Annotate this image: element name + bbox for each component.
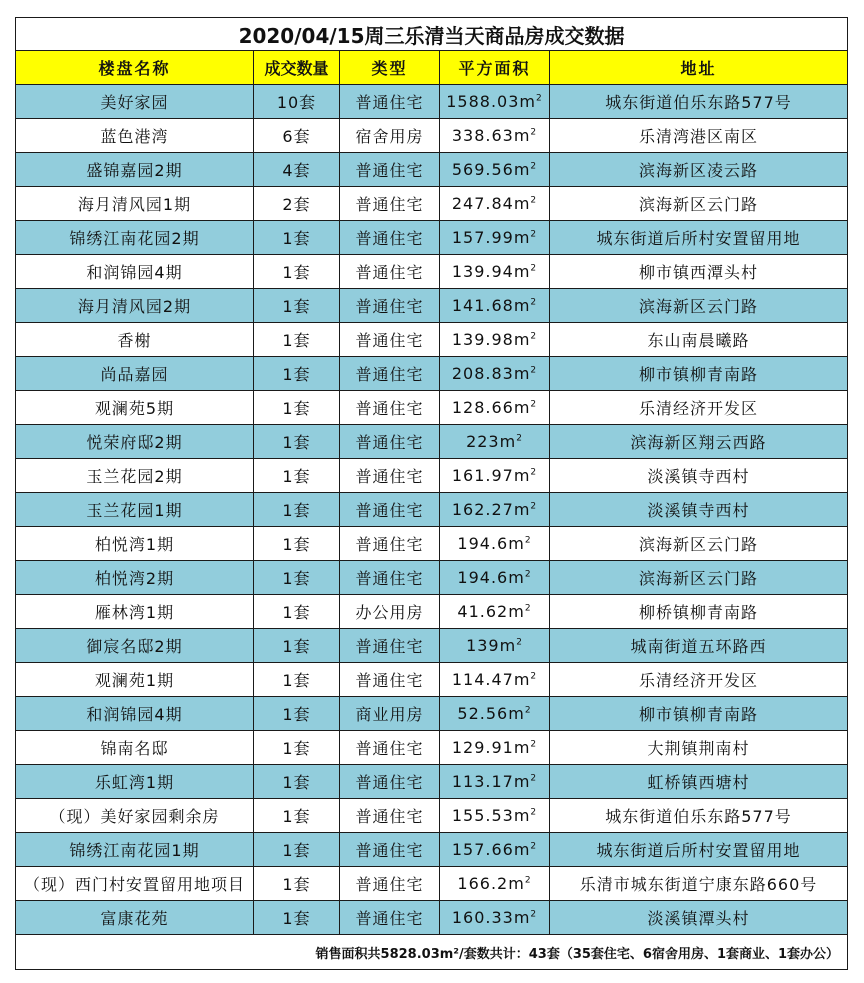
cell-area <box>440 527 550 561</box>
table-row <box>16 119 848 153</box>
area-unit-sup: 2 <box>524 569 532 580</box>
table-row <box>16 595 848 629</box>
cell-area <box>440 85 550 119</box>
area-value: 569.56 <box>451 160 514 179</box>
footer-row <box>16 935 848 970</box>
cell-name: 锦南名邸 <box>16 731 254 765</box>
cell-count: 1套 <box>254 629 340 663</box>
cell-name: 海月清风园2期 <box>16 289 254 323</box>
cell-address: 滨海新区云门路 <box>550 289 848 323</box>
area-unit: m <box>513 398 531 417</box>
cell-area <box>440 391 550 425</box>
sales-data-sheet <box>15 17 847 970</box>
area-unit: m <box>513 840 531 859</box>
cell-type: 普通住宅 <box>340 799 440 833</box>
cell-count: 1套 <box>254 663 340 697</box>
cell-count: 1套 <box>254 765 340 799</box>
table-row <box>16 561 848 595</box>
cell-type: 普通住宅 <box>340 493 440 527</box>
area-value: 139.98 <box>451 330 514 349</box>
area-value: 139.94 <box>451 262 514 281</box>
cell-name: 和润锦园4期 <box>16 697 254 731</box>
cell-count: 1套 <box>254 357 340 391</box>
cell-address: 虹桥镇西塘村 <box>550 765 848 799</box>
cell-address: 城东街道后所村安置留用地 <box>550 221 848 255</box>
area-unit: m <box>513 738 531 757</box>
area-unit-sup: 2 <box>530 229 538 240</box>
table-row <box>16 833 848 867</box>
cell-type: 普通住宅 <box>340 255 440 289</box>
area-unit: m <box>513 466 531 485</box>
cell-count: 1套 <box>254 221 340 255</box>
area-value: 194.6 <box>457 534 509 553</box>
area-unit: m <box>513 296 531 315</box>
cell-type: 普通住宅 <box>340 833 440 867</box>
table-row <box>16 153 848 187</box>
cell-name: 蓝色港湾 <box>16 119 254 153</box>
table-row <box>16 255 848 289</box>
area-value: 114.47 <box>451 670 514 689</box>
area-value: 41.62 <box>457 602 509 621</box>
table-row <box>16 459 848 493</box>
area-value: 113.17 <box>451 772 514 791</box>
area-unit-sup: 2 <box>530 195 538 206</box>
table-row <box>16 85 848 119</box>
cell-count: 1套 <box>254 697 340 731</box>
cell-name: 玉兰花园2期 <box>16 459 254 493</box>
area-unit: m <box>508 704 525 723</box>
table-row <box>16 289 848 323</box>
cell-count: 6套 <box>254 119 340 153</box>
area-value: 223 <box>466 432 500 451</box>
cell-address: 乐清湾港区南区 <box>550 119 848 153</box>
area-unit: m <box>513 126 531 145</box>
cell-type: 普通住宅 <box>340 459 440 493</box>
cell-address: 乐清市城东街道宁康东路660号 <box>550 867 848 901</box>
area-value: 166.2 <box>457 874 509 893</box>
cell-type: 普通住宅 <box>340 663 440 697</box>
area-unit: m <box>519 92 537 111</box>
cell-area <box>440 731 550 765</box>
table-row <box>16 867 848 901</box>
cell-count: 1套 <box>254 595 340 629</box>
area-unit: m <box>513 772 531 791</box>
cell-area <box>440 765 550 799</box>
cell-type: 宿舍用房 <box>340 119 440 153</box>
cell-area <box>440 833 550 867</box>
cell-address: 滨海新区翔云西路 <box>550 425 848 459</box>
cell-type: 普通住宅 <box>340 867 440 901</box>
area-unit: m <box>513 194 531 213</box>
cell-count: 1套 <box>254 391 340 425</box>
area-unit-sup: 2 <box>530 773 538 784</box>
cell-type: 普通住宅 <box>340 391 440 425</box>
area-value: 141.68 <box>451 296 514 315</box>
area-unit: m <box>508 568 525 587</box>
header-address: 地址 <box>550 51 848 85</box>
area-unit: m <box>513 330 531 349</box>
area-unit-sup: 2 <box>524 535 532 546</box>
cell-count: 1套 <box>254 459 340 493</box>
cell-type: 普通住宅 <box>340 153 440 187</box>
cell-area <box>440 901 550 935</box>
cell-area <box>440 663 550 697</box>
cell-name: 美好家园 <box>16 85 254 119</box>
area-unit-sup: 2 <box>530 739 538 750</box>
cell-count: 1套 <box>254 731 340 765</box>
cell-address: 城东街道伯乐东路577号 <box>550 799 848 833</box>
area-unit-sup: 2 <box>530 807 538 818</box>
cell-type: 普通住宅 <box>340 527 440 561</box>
area-unit-sup: 2 <box>530 841 538 852</box>
cell-count: 1套 <box>254 323 340 357</box>
area-unit-sup: 2 <box>530 331 538 342</box>
area-unit: m <box>499 432 517 451</box>
cell-address: 滨海新区凌云路 <box>550 153 848 187</box>
area-value: 157.99 <box>451 228 514 247</box>
cell-type: 普通住宅 <box>340 221 440 255</box>
cell-area <box>440 119 550 153</box>
area-value: 1588.03 <box>446 92 520 111</box>
area-unit: m <box>499 636 517 655</box>
cell-area <box>440 459 550 493</box>
area-unit-sup: 2 <box>530 671 538 682</box>
cell-area <box>440 153 550 187</box>
area-value: 139 <box>466 636 500 655</box>
cell-address: 柳市镇柳青南路 <box>550 697 848 731</box>
table-row <box>16 901 848 935</box>
cell-address: 乐清经济开发区 <box>550 663 848 697</box>
cell-type: 普通住宅 <box>340 187 440 221</box>
area-value: 52.56 <box>457 704 509 723</box>
cell-address: 滨海新区云门路 <box>550 527 848 561</box>
cell-address: 滨海新区云门路 <box>550 187 848 221</box>
area-value: 161.97 <box>451 466 514 485</box>
cell-name: 御宸名邸2期 <box>16 629 254 663</box>
area-value: 129.91 <box>451 738 514 757</box>
cell-address: 滨海新区云门路 <box>550 561 848 595</box>
cell-type: 普通住宅 <box>340 629 440 663</box>
cell-name: 富康花苑 <box>16 901 254 935</box>
area-value: 155.53 <box>451 806 514 825</box>
cell-name: 盛锦嘉园2期 <box>16 153 254 187</box>
area-unit: m <box>508 602 525 621</box>
area-unit: m <box>513 228 531 247</box>
cell-type: 办公用房 <box>340 595 440 629</box>
header-name: 楼盘名称 <box>16 51 254 85</box>
cell-count: 4套 <box>254 153 340 187</box>
cell-count: 1套 <box>254 289 340 323</box>
cell-type: 普通住宅 <box>340 731 440 765</box>
area-value: 247.84 <box>451 194 514 213</box>
area-unit: m <box>513 670 531 689</box>
area-value: 338.63 <box>451 126 514 145</box>
cell-address: 城东街道后所村安置留用地 <box>550 833 848 867</box>
table-row <box>16 391 848 425</box>
header-type: 类型 <box>340 51 440 85</box>
cell-name: （现）西门村安置留用地项目 <box>16 867 254 901</box>
area-unit-sup: 2 <box>536 93 543 104</box>
cell-address: 淡溪镇寺西村 <box>550 459 848 493</box>
cell-type: 普通住宅 <box>340 289 440 323</box>
table-row <box>16 799 848 833</box>
area-unit-sup: 2 <box>530 297 538 308</box>
area-unit-sup: 2 <box>516 433 523 444</box>
cell-name: 乐虹湾1期 <box>16 765 254 799</box>
header-area: 平方面积 <box>440 51 550 85</box>
area-unit: m <box>513 160 531 179</box>
cell-name: 雁林湾1期 <box>16 595 254 629</box>
area-unit-sup: 2 <box>530 161 538 172</box>
cell-area <box>440 799 550 833</box>
cell-name: （现）美好家园剩余房 <box>16 799 254 833</box>
cell-count: 1套 <box>254 425 340 459</box>
cell-count: 1套 <box>254 799 340 833</box>
cell-address: 柳桥镇柳青南路 <box>550 595 848 629</box>
area-unit: m <box>513 262 531 281</box>
area-unit-sup: 2 <box>516 637 523 648</box>
footer-summary: 销售面积共5828.03m²/套数共计：43套（35套住宅、6宿舍用房、1套商业、1套办公） <box>16 935 848 970</box>
area-unit-sup: 2 <box>530 365 538 376</box>
cell-type: 普通住宅 <box>340 765 440 799</box>
cell-area <box>440 221 550 255</box>
cell-area <box>440 697 550 731</box>
cell-count: 1套 <box>254 255 340 289</box>
header-count: 成交数量 <box>254 51 340 85</box>
table-row <box>16 187 848 221</box>
area-value: 128.66 <box>451 398 514 417</box>
cell-count: 1套 <box>254 833 340 867</box>
cell-type: 普通住宅 <box>340 425 440 459</box>
cell-area <box>440 629 550 663</box>
table-row <box>16 731 848 765</box>
area-unit: m <box>513 806 531 825</box>
area-value: 160.33 <box>451 908 514 927</box>
cell-name: 柏悦湾2期 <box>16 561 254 595</box>
cell-address: 乐清经济开发区 <box>550 391 848 425</box>
cell-name: 玉兰花园1期 <box>16 493 254 527</box>
cell-area <box>440 425 550 459</box>
cell-name: 香榭 <box>16 323 254 357</box>
area-unit-sup: 2 <box>524 603 532 614</box>
cell-count: 1套 <box>254 901 340 935</box>
table-row <box>16 765 848 799</box>
cell-area <box>440 187 550 221</box>
area-value: 194.6 <box>457 568 509 587</box>
area-unit-sup: 2 <box>530 263 538 274</box>
cell-count: 1套 <box>254 561 340 595</box>
cell-address: 柳市镇柳青南路 <box>550 357 848 391</box>
cell-name: 观澜苑5期 <box>16 391 254 425</box>
header-row <box>16 51 848 85</box>
cell-address: 城南街道五环路西 <box>550 629 848 663</box>
sales-table <box>15 17 848 970</box>
cell-count: 1套 <box>254 867 340 901</box>
sheet-title: 2020/04/15周三乐清当天商品房成交数据 <box>16 18 848 51</box>
cell-address: 城东街道伯乐东路577号 <box>550 85 848 119</box>
cell-area <box>440 323 550 357</box>
cell-area <box>440 867 550 901</box>
cell-type: 普通住宅 <box>340 85 440 119</box>
area-unit: m <box>508 874 525 893</box>
cell-name: 锦绣江南花园2期 <box>16 221 254 255</box>
cell-name: 柏悦湾1期 <box>16 527 254 561</box>
title-row <box>16 18 848 51</box>
cell-address: 淡溪镇潭头村 <box>550 901 848 935</box>
table-row <box>16 663 848 697</box>
cell-type: 普通住宅 <box>340 901 440 935</box>
area-unit: m <box>508 534 525 553</box>
cell-count: 2套 <box>254 187 340 221</box>
area-unit: m <box>513 500 531 519</box>
cell-address: 柳市镇西潭头村 <box>550 255 848 289</box>
cell-type: 普通住宅 <box>340 323 440 357</box>
cell-area <box>440 255 550 289</box>
table-row <box>16 697 848 731</box>
area-unit-sup: 2 <box>530 127 538 138</box>
cell-type: 商业用房 <box>340 697 440 731</box>
table-row <box>16 357 848 391</box>
table-row <box>16 629 848 663</box>
cell-count: 10套 <box>254 85 340 119</box>
table-row <box>16 221 848 255</box>
area-unit-sup: 2 <box>524 705 532 716</box>
cell-name: 悦荣府邸2期 <box>16 425 254 459</box>
cell-name: 锦绣江南花园1期 <box>16 833 254 867</box>
cell-count: 1套 <box>254 493 340 527</box>
cell-area <box>440 289 550 323</box>
area-value: 208.83 <box>451 364 514 383</box>
cell-name: 海月清风园1期 <box>16 187 254 221</box>
cell-address: 大荆镇荆南村 <box>550 731 848 765</box>
table-row <box>16 493 848 527</box>
cell-area <box>440 595 550 629</box>
cell-address: 东山南晨曦路 <box>550 323 848 357</box>
cell-name: 和润锦园4期 <box>16 255 254 289</box>
area-unit-sup: 2 <box>530 467 538 478</box>
area-unit: m <box>513 908 531 927</box>
table-row <box>16 323 848 357</box>
cell-name: 尚品嘉园 <box>16 357 254 391</box>
cell-address: 淡溪镇寺西村 <box>550 493 848 527</box>
area-value: 162.27 <box>451 500 514 519</box>
area-unit-sup: 2 <box>524 875 532 886</box>
table-row <box>16 527 848 561</box>
cell-type: 普通住宅 <box>340 561 440 595</box>
area-unit-sup: 2 <box>530 399 538 410</box>
cell-name: 观澜苑1期 <box>16 663 254 697</box>
cell-area <box>440 561 550 595</box>
cell-area <box>440 493 550 527</box>
cell-count: 1套 <box>254 527 340 561</box>
table-row <box>16 425 848 459</box>
area-value: 157.66 <box>451 840 514 859</box>
area-unit-sup: 2 <box>530 501 538 512</box>
area-unit-sup: 2 <box>530 909 538 920</box>
cell-area <box>440 357 550 391</box>
area-unit: m <box>513 364 531 383</box>
cell-type: 普通住宅 <box>340 357 440 391</box>
